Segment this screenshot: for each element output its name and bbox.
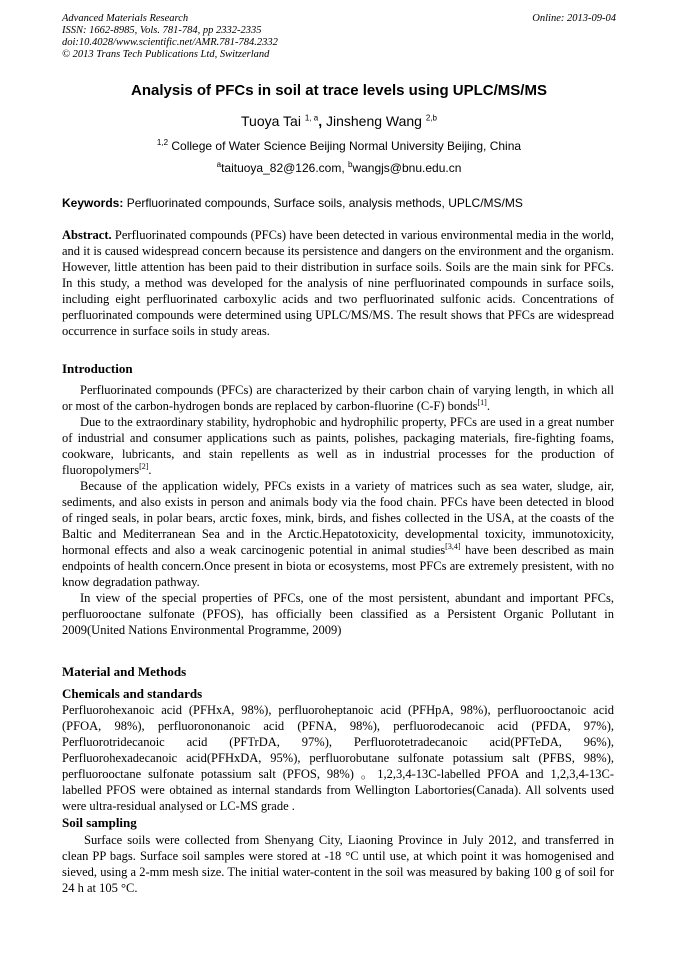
- abstract: [62, 227, 614, 339]
- soil-sampling-body: [62, 832, 614, 896]
- affiliation-sup: 1,2: [156, 138, 169, 147]
- author-line: [0, 113, 678, 129]
- email-b[interactable]: wangjs@bnu.edu.cn: [352, 161, 462, 175]
- journal-name: Advanced Materials Research: [62, 13, 189, 24]
- paper-title: Analysis of PFCs in soil at trace levels using UPLC/MS/MS: [131, 82, 547, 99]
- intro-paragraph: [62, 478, 614, 590]
- author-1-name: Tuoya Tai: [241, 113, 301, 129]
- copyright-line: © 2013 Trans Tech Publications Ltd, Switzerland: [62, 49, 270, 60]
- chemicals-body: Perfluorohexanoic acid (PFHxA, 98%), perfluoroheptanoic acid (PFHpA, 98%), perfluorooctanoic acid (PFOA, 98%), perfluorononanoic acid (PFNA, 98%), perfluorodecanoic acid (PFDA, 97%), Perfluorotridecanoic acid (PFTrDA, 97%), Perfluorotetradecanoic acid(PFTeDA, 96%), Perfluorohexadecanoic acid(PFHxDA, 95%), perfluorobutane sulfonate potassium salt (PFBS, 98%), perfluorooctane sulfonate potassium salt (PFOS, 98%) 。1,2,3,4-13C-labelled PFOA and 1,2,3,4-13C-labelled PFOS were obtained as internal standards from Wellington Labortories(Canada). All solvents used were ultra-residual analysed or LC-MS grade .: [62, 703, 614, 813]
- intro-p1-text: Perfluorinated compounds (PFCs) are characterized by their carbon chain of varying length, in which all or most of the carbon-hydrogen bonds are replaced by carbon-fluorine (C-F) bonds: [62, 383, 614, 413]
- citation-ref[interactable]: [3,4]: [445, 541, 461, 551]
- intro-p2-text: Due to the extraordinary stability, hydrophobic and hydrophilic property, PFCs are used in a great number of industrial and consumer applications such as paints, polishes, packaging materials, fire-fighting foams, cookware, lubricants, and stain repellents as well as in industrial processes for the production of fluoropolymers: [62, 415, 614, 477]
- issn-line: ISSN: 1662-8985, Vols. 781-784, pp 2332-2335: [62, 25, 262, 36]
- citation-ref[interactable]: [2]: [139, 461, 149, 471]
- email-a-sup: a: [216, 160, 222, 169]
- author-2-name: Jinsheng Wang: [325, 113, 422, 129]
- doi-line: doi:10.4028/www.scientific.net/AMR.781-784.2332: [62, 37, 278, 48]
- author-2-affil: 2,b: [425, 113, 437, 123]
- soil-sampling-heading: Soil sampling: [62, 815, 137, 830]
- author-1-affil: 1, a: [304, 113, 319, 123]
- intro-p1-end: .: [486, 399, 490, 413]
- introduction-body: [62, 382, 614, 638]
- chemicals-heading: Chemicals and standards: [62, 686, 203, 701]
- intro-paragraph: In view of the special properties of PFCs, one of the most persistent, abundant and important PFCs, perfluorooctane sulfonate (PFOS), has officially been classified as a Persistent Organic Pollutant in 2009(United Nations Environmental Programme, 2009): [62, 591, 614, 637]
- intro-paragraph: [62, 414, 614, 478]
- intro-p3-end: have been described as main endpoints of health concern.Once present in biota or ecosystems, most PFCs are extremely presistent, with no know degradation pathway.: [62, 543, 615, 589]
- methods-heading: Material and Methods: [62, 664, 187, 679]
- intro-p2-end: .: [148, 463, 152, 477]
- abstract-label: Abstract.: [62, 228, 112, 242]
- soil-paragraph: Surface soils were collected from Shenyang City, Liaoning Province in July 2012, and transferred in clean PP bags. Surface soil samples were stored at -18 °C until use, at which point it was homogenised and sieved, using a 2-mm mesh size. The initial water-content in the soil was measured by baking 100 g of soil for 24 h at 105 °C.: [62, 833, 614, 895]
- affiliation: [0, 139, 678, 153]
- introduction-heading: Introduction: [62, 361, 133, 376]
- citation-ref[interactable]: [1]: [477, 397, 487, 407]
- keywords: [62, 196, 614, 210]
- abstract-text: Perfluorinated compounds (PFCs) have been detected in various environmental media in the world, and it is caused widespread concern because its persistence and dangers on the environment and the organism. However, little attention has been paid to their distribution in surface soils. Soils are the main sink for PFCs. In this study, a method was developed for the analysis of nine perfluorinated compounds in surface soils, including eight perfluorinated carboxylic acids and two perfluorinated sulfonic acids. Concentrations of perfluorinated compounds were determined using UPLC/MS/MS. The result shows that PFCs are widespread occurrence in surface soils in study areas.: [62, 228, 614, 338]
- online-date: Online: 2013-09-04: [532, 13, 616, 24]
- journal-header: [62, 13, 616, 61]
- intro-p3-text: Because of the application widely, PFCs exists in a variety of matrices such as sea water, sludge, air, sediments, and also exists in person and animals body via the food chain. PFCs have been detected in blood of ringed seals, in polar bears, arctic foxes, mink, birds, and fishes collected in the USA, at the coasts of the Baltic and Mediterranean Sea and in the Arctic.Hepatotoxicity, developmental toxicity, immunotoxicity, hormonal effects and also a weak carcinogenic potential in animal studies: [62, 479, 614, 557]
- email-b-sup: b: [348, 160, 353, 169]
- intro-paragraph: [62, 382, 614, 414]
- author-separator: ,: [318, 113, 326, 129]
- affiliation-text: College of Water Science Beijing Normal University Beijing, China: [168, 139, 522, 153]
- email-a[interactable]: taituoya_82@126.com,: [221, 161, 348, 175]
- keywords-text: Perfluorinated compounds, Surface soils, analysis methods, UPLC/MS/MS: [123, 196, 523, 210]
- keywords-label: Keywords:: [62, 196, 124, 210]
- email-line: [0, 161, 678, 175]
